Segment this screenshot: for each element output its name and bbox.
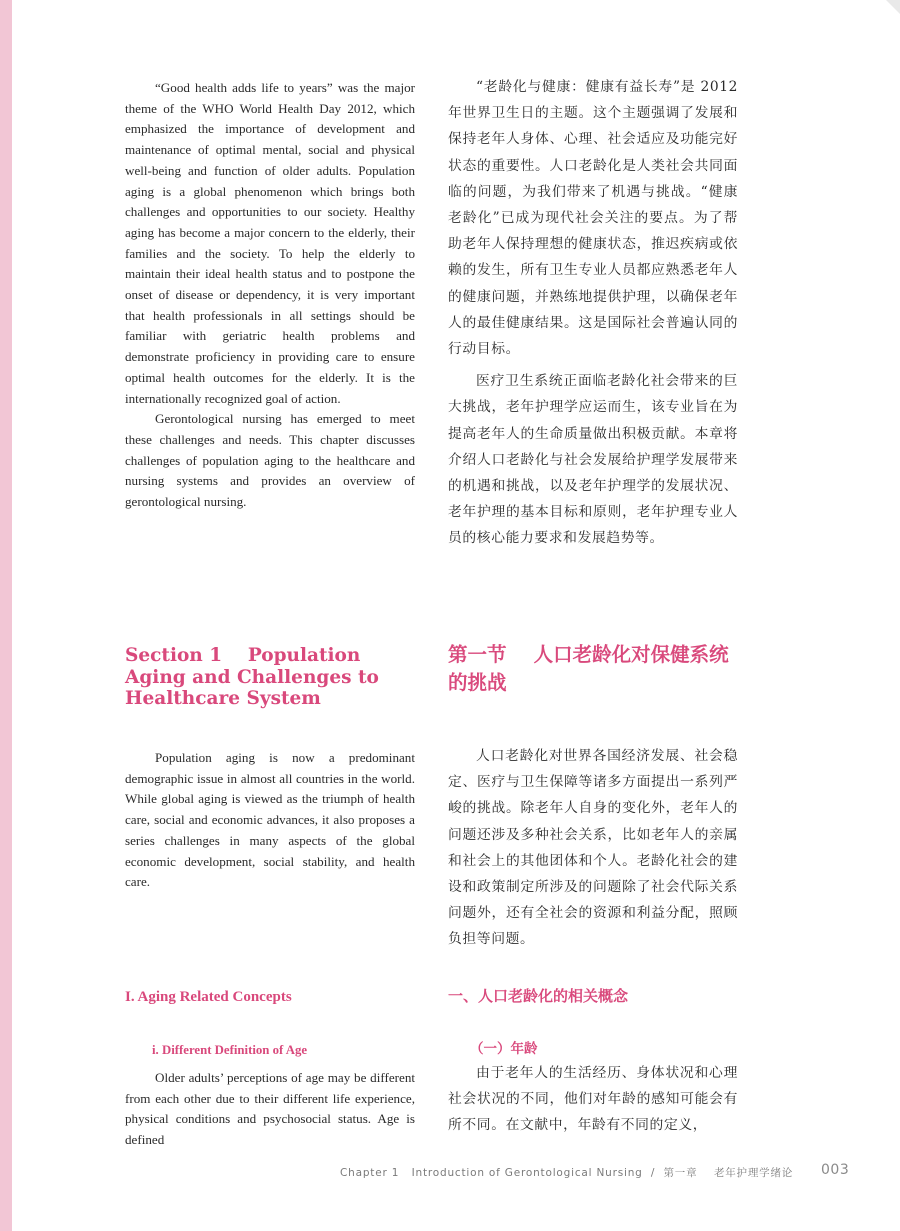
page-corner-fold [886, 0, 900, 14]
sub-subsection-title-cn: （一）年龄 [470, 1041, 538, 1057]
page-number: 003 [821, 1162, 850, 1178]
section-body-en [125, 748, 415, 893]
subsection-title-cn: 一、人口老龄化的相关概念 [448, 987, 629, 1005]
intro-paragraph-cn-1: “老龄化与健康：健康有益长寿”是 2012 年世界卫生日的主题。这个主题强调了发展和保持老年人身体、心理、社会适应及功能完好状态的重要性。人口老龄化是人类社会共同面临的问题，为我们带来了机遇与挑战。“健康老龄化”已成为现代社会关注的要点。为了帮助老年人保持理想的健康状态，推迟疾病或依赖的发生，所有卫生专业人员都应熟悉老年人的健康问题，并熟练地提供护理，以确保老年人的最佳健康结果。这是国际社会普遍认同的行动目标。 [448, 79, 738, 358]
subsection-paragraph-cn: 由于老年人的生活经历、身体状况和心理社会状况的不同，他们对年龄的感知可能会有所不同。在文献中，年龄有不同的定义， [448, 1065, 738, 1134]
sub-subsection-title-en: i. Different Definition of Age [152, 1043, 308, 1057]
intro-paragraph-cn-2: 医疗卫生系统正面临老龄化社会带来的巨大挑战，老年护理学应运而生，该专业旨在为提高老年人的生命质量做出积极贡献。本章将介绍人口老龄化与社会发展给护理学发展带来的机遇和挑战，以及老年护理学的发展状况、老年护理的基本目标和原则，老年护理专业人员的核心能力要求和发展趋势等。 [448, 373, 738, 547]
subsection-title-en: I. Aging Related Concepts [125, 989, 292, 1005]
subsection-body-en [125, 1068, 415, 1151]
intro-paragraph-en-1: “Good health adds life to years” was the major theme of the WHO World Health Day 2012, which emphasized the importance of development and maintenance of optimal mental, social and physical well-being and function of older adults. Population aging is a global phenomenon which brings both challenges and opportunities to our society. Healthy aging has become a major concern to the elderly, their families and the society. To help the elderly to maintain their ideal health status and to postpone the onset of disease or dependency, it is very important that health professionals in all settings should be familiar with geriatric health problems and demonstrate proficiency in providing care to ensure optimal health outcomes for the elderly. It is the internationally recognized goal of action. [125, 80, 415, 406]
section-paragraph-cn: 人口老龄化对世界各国经济发展、社会稳定、医疗与卫生保障等诸多方面提出一系列严峻的挑战。除老年人自身的变化外，老年人的问题还涉及多种社会关系，比如老年人的亲属和社会上的其他团体和个人。老龄化社会的建设和政策制定所涉及的问题除了社会代际关系问题外，还有全社会的资源和利益分配，照顾负担等问题。 [448, 748, 738, 948]
running-footer: Chapter 1 Introduction of Gerontological Nursing / 第一章 老年护理学绪论 [340, 1167, 794, 1179]
subsection-body-cn [448, 1060, 738, 1139]
page-edge-strip [0, 0, 12, 1231]
section-body-cn [448, 743, 738, 953]
intro-paragraph-en-2: Gerontological nursing has emerged to meet these challenges and needs. This chapter discusses challenges of population aging to the healthcare and nursing systems and provides an overview of gerontological nursing. [125, 411, 415, 510]
intro-english [125, 78, 415, 513]
subsection-paragraph-en: Older adults’ perceptions of age may be different from each other due to their different life experience, physical conditions and psychosocial status. Age is defined [125, 1070, 415, 1148]
intro-chinese [448, 74, 738, 552]
section-title-cn: 第一节 人口老龄化对保健系统的挑战 [448, 643, 729, 694]
section-paragraph-en: Population aging is now a predominant demographic issue in almost all countries in the world. While global aging is viewed as the triumph of health care, social and economic advances, it also proposes a series challenges in many aspects of the global economic development, social stability, and health care. [125, 750, 415, 890]
section-title-en: Section 1 Population Aging and Challenges to Healthcare System [125, 645, 386, 709]
